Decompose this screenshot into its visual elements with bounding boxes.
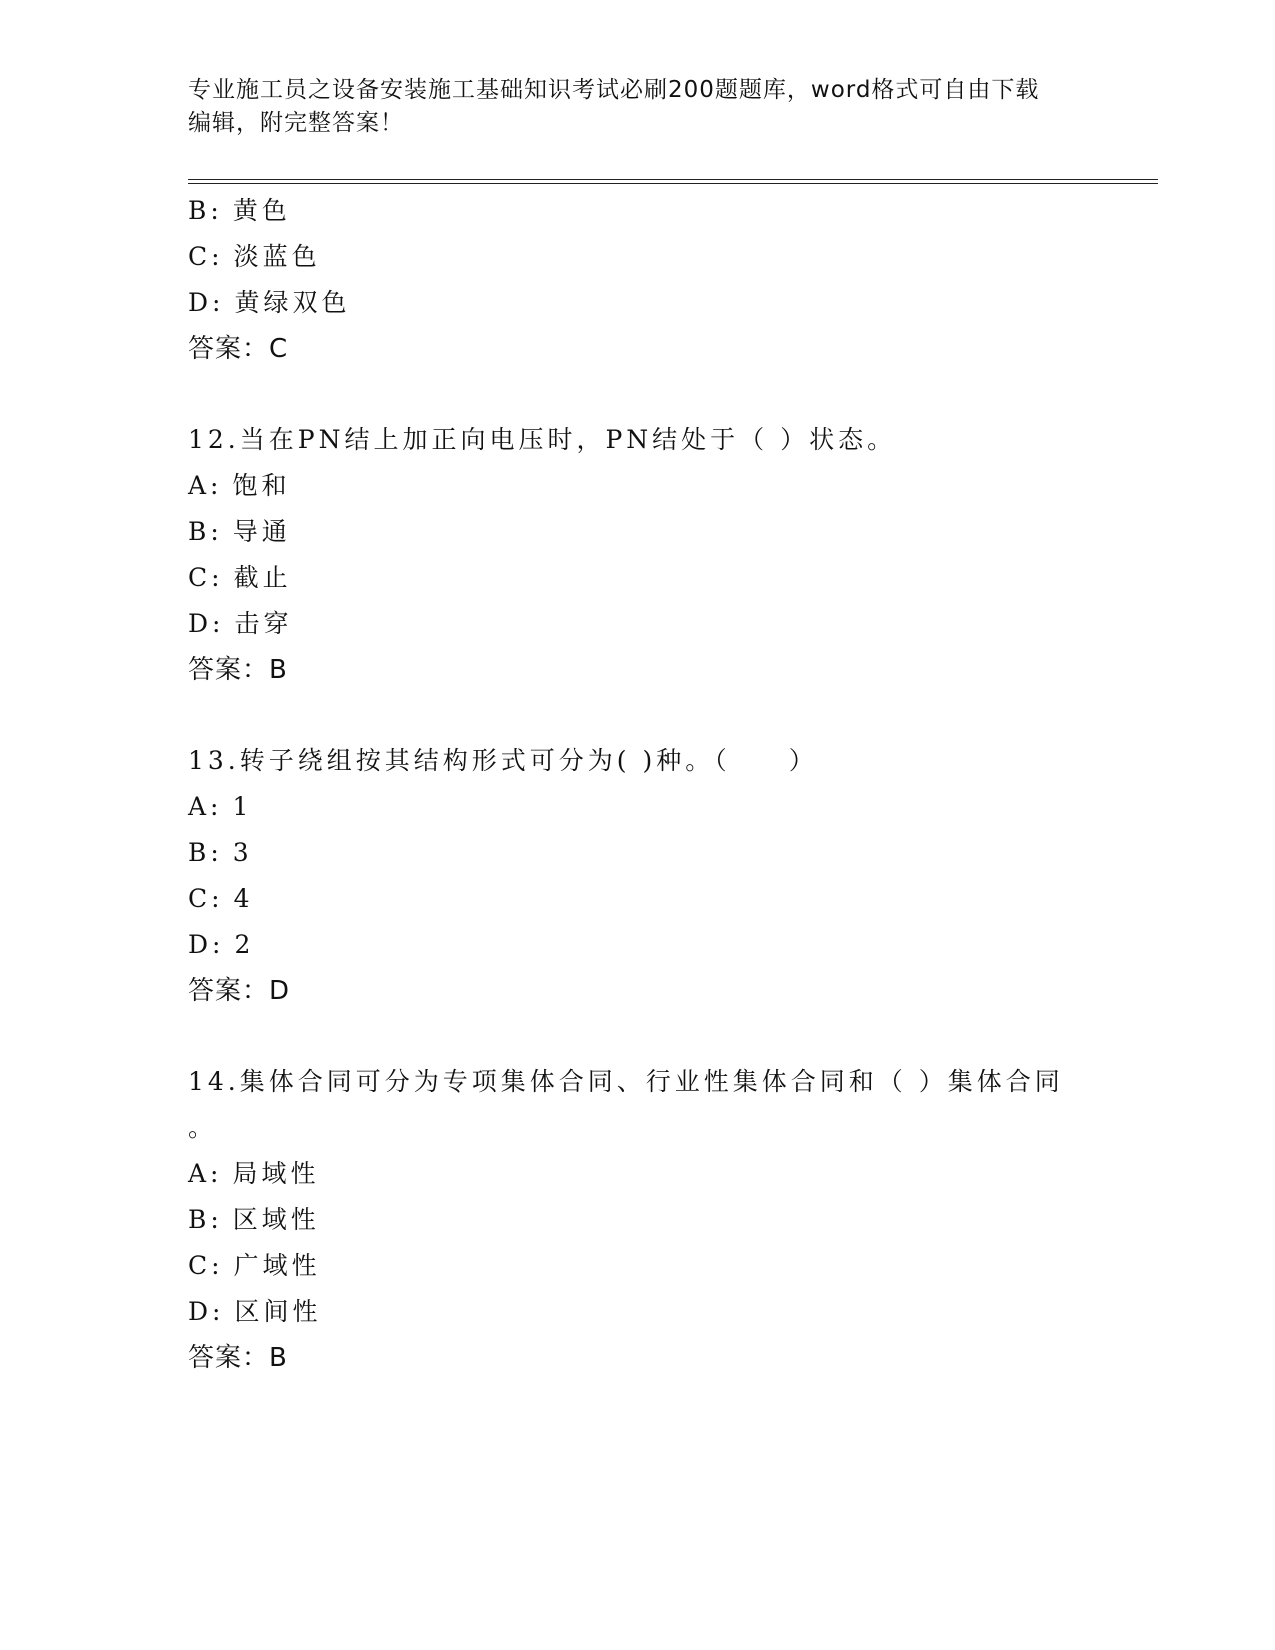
question-13	[188, 738, 1128, 1014]
header-title-line-2: 编辑，附完整答案！	[188, 110, 404, 136]
option-b	[188, 1197, 1128, 1243]
option-c	[188, 1243, 1128, 1289]
spacer	[188, 1014, 1128, 1059]
question-14	[188, 1059, 1128, 1381]
question-stem-line-2: 。	[188, 1113, 218, 1142]
option-c	[188, 234, 1128, 280]
option-text: 黄色	[232, 196, 291, 225]
option-d	[188, 922, 1128, 968]
option-text: 黄绿双色	[234, 288, 351, 317]
option-text: 局域性	[232, 1159, 320, 1188]
option-letter: C:	[188, 242, 224, 271]
option-letter: B:	[188, 196, 223, 225]
document-header	[188, 74, 1068, 140]
option-text: 1	[232, 792, 253, 821]
spacer	[188, 693, 1128, 738]
option-text: 3	[232, 838, 253, 867]
option-b	[188, 509, 1128, 555]
spacer	[188, 372, 1128, 417]
option-text: 导通	[232, 517, 291, 546]
option-text: 区域性	[232, 1205, 320, 1234]
answer-line: 答案：C	[188, 334, 289, 364]
option-letter: B:	[188, 838, 223, 867]
option-letter: D:	[188, 1297, 225, 1326]
option-letter: A:	[188, 1159, 223, 1188]
option-text: 4	[233, 884, 254, 913]
option-letter: D:	[188, 288, 225, 317]
option-text: 击穿	[234, 609, 293, 638]
option-b	[188, 188, 1128, 234]
option-a	[188, 1151, 1128, 1197]
option-b	[188, 830, 1128, 876]
option-d	[188, 601, 1128, 647]
option-text: 饱和	[232, 471, 291, 500]
option-letter: A:	[188, 792, 223, 821]
option-a	[188, 463, 1128, 509]
option-text: 淡蓝色	[233, 242, 321, 271]
question-11-continued	[188, 188, 1128, 372]
option-d	[188, 1289, 1128, 1335]
question-stem-line-1: 14.集体合同可分为专项集体合同、行业性集体合同和（ ）集体合同	[188, 1067, 1064, 1096]
option-letter: C:	[188, 563, 224, 592]
question-12	[188, 417, 1128, 693]
questions-content	[188, 188, 1128, 1381]
option-letter: A:	[188, 471, 223, 500]
answer-line: 答案：D	[188, 976, 291, 1006]
answer-line: 答案：B	[188, 655, 288, 685]
option-letter: C:	[188, 1251, 224, 1280]
option-d	[188, 280, 1128, 326]
question-stem: 13.转子绕组按其结构形式可分为( )种。（ ）	[188, 746, 818, 775]
option-letter: B:	[188, 1205, 223, 1234]
header-divider-top	[188, 179, 1158, 180]
option-text: 截止	[233, 563, 292, 592]
option-c	[188, 876, 1128, 922]
option-letter: B:	[188, 517, 223, 546]
option-letter: C:	[188, 884, 224, 913]
header-divider-bottom	[188, 183, 1158, 184]
header-title-line-1: 专业施工员之设备安装施工基础知识考试必刷200题题库，word格式可自由下载	[188, 77, 1040, 103]
option-letter: D:	[188, 930, 225, 959]
option-c	[188, 555, 1128, 601]
question-stem: 12.当在PN结上加正向电压时，PN结处于（ ）状态。	[188, 425, 897, 454]
option-text: 区间性	[234, 1297, 322, 1326]
option-text: 广域性	[233, 1251, 321, 1280]
option-text: 2	[234, 930, 255, 959]
answer-line: 答案：B	[188, 1343, 288, 1373]
option-a	[188, 784, 1128, 830]
option-letter: D:	[188, 609, 225, 638]
